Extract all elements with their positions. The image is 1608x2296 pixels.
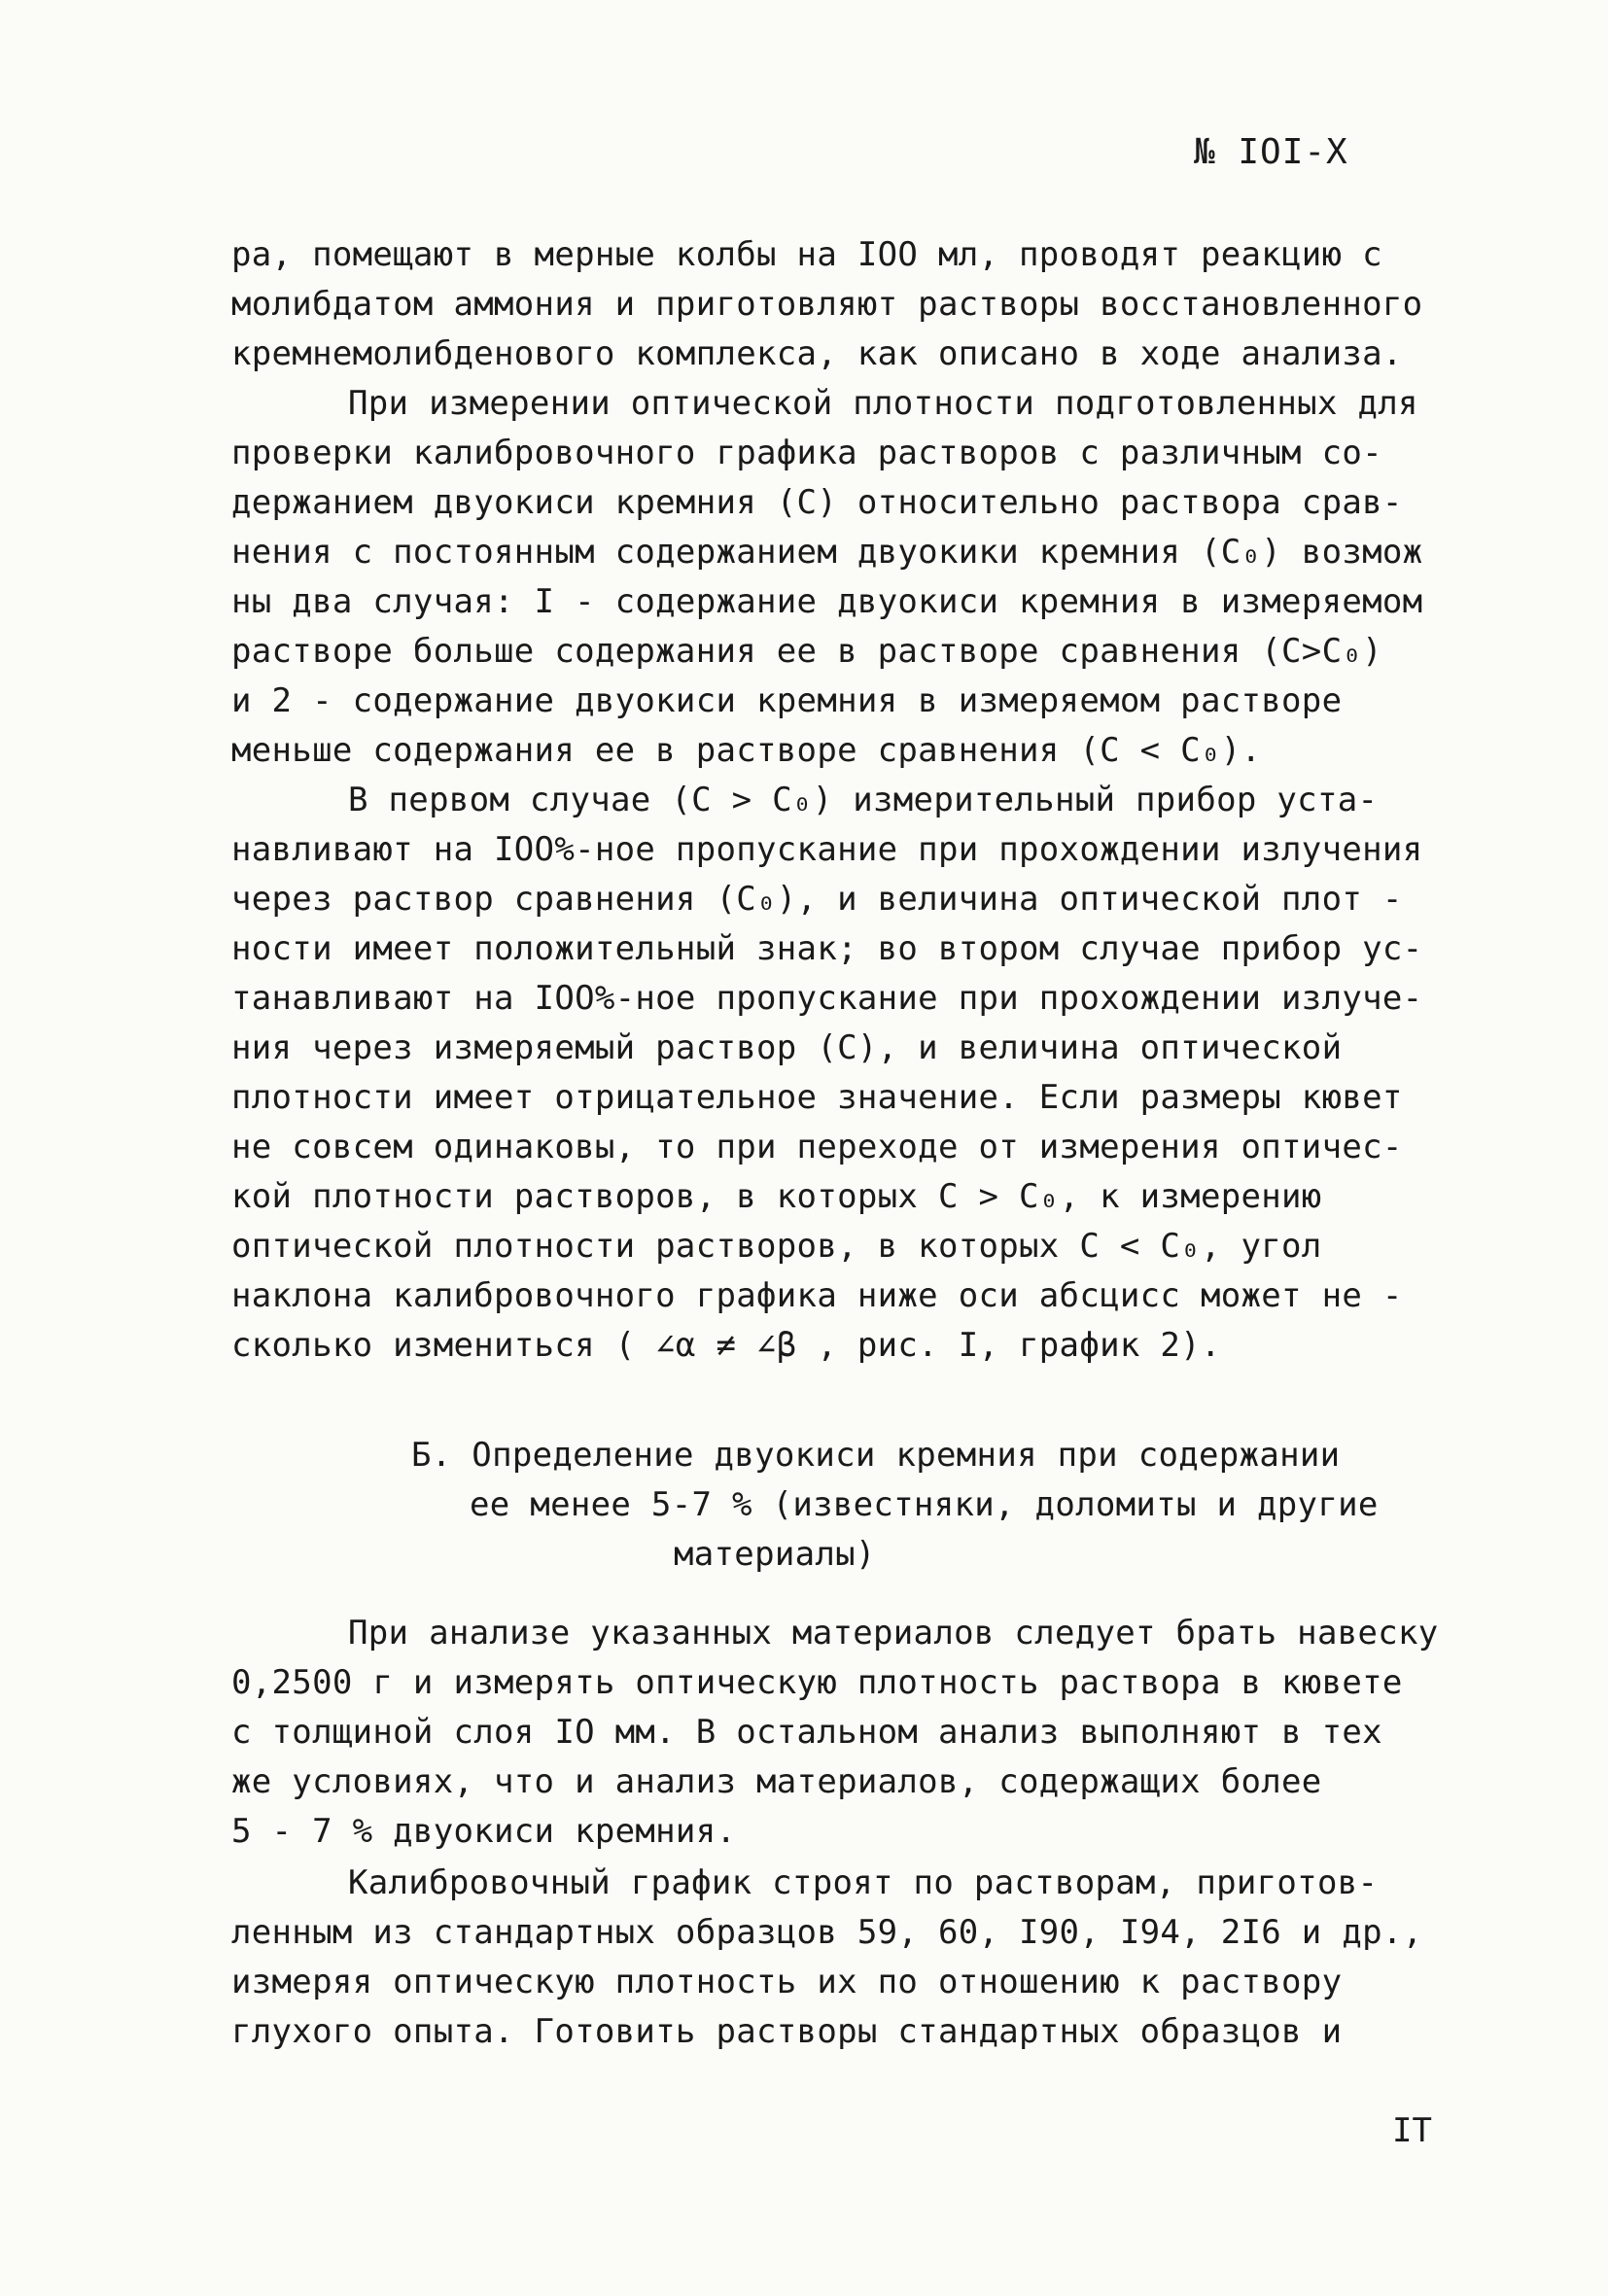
page-number: IT xyxy=(1392,2111,1432,2150)
text-line: меньше содержания ее в растворе сравнения (С < С₀). xyxy=(231,731,1262,770)
text-line: не совсем одинаковы, то при переходе от измерения оптичес- xyxy=(231,1128,1403,1166)
text-line: ности имеет положительный знак; во втором случае прибор ус- xyxy=(231,929,1423,968)
paragraph-4 xyxy=(231,1609,1447,1857)
heading-line: ее менее 5-7 % (известняки, доломиты и другие xyxy=(470,1485,1379,1524)
document-number: № IOI-X xyxy=(1194,132,1348,172)
paragraph-5 xyxy=(231,1859,1447,2057)
text-line: В первом случае (С > С₀) измерительный прибор уста- xyxy=(348,781,1379,819)
text-line: через раствор сравнения (С₀), и величина оптической плот - xyxy=(231,880,1403,919)
text-line: ра, помещают в мерные колбы на IOO мл, проводят реакцию с xyxy=(231,235,1382,274)
text-line: молибдатом аммония и приготовляют растворы восстановленного xyxy=(231,285,1423,324)
text-line: 0,2500 г и измерять оптическую плотность раствора в кювете xyxy=(231,1663,1403,1702)
text-line: ния через измеряемый раствор (С), и величина оптической xyxy=(231,1028,1343,1067)
heading-line: материалы) xyxy=(674,1535,876,1574)
text-line: При измерении оптической плотности подготовленных для xyxy=(348,384,1418,423)
text-line: измеряя оптическую плотность их по отношению к раствору xyxy=(231,1963,1343,2001)
paragraph-2 xyxy=(231,379,1447,776)
text-line: навливают на IOO%-ное пропускание при прохождении излучения xyxy=(231,830,1423,869)
paragraph-3 xyxy=(231,776,1447,1371)
section-heading xyxy=(231,1431,1447,1580)
text-line: глухого опыта. Готовить растворы стандартных образцов и xyxy=(231,2012,1343,2051)
text-line: При анализе указанных материалов следует брать навеску xyxy=(348,1614,1439,1652)
text-line: сколько измениться ( ∠α ≠ ∠β , рис. I, график 2). xyxy=(231,1326,1221,1365)
text-line: кремнемолибденового комплекса, как описано в ходе анализа. xyxy=(231,334,1403,373)
text-line: танавливают на IOO%-ное пропускание при прохождении излуче- xyxy=(231,979,1423,1018)
paragraph-1 xyxy=(231,230,1447,379)
text-line: и 2 - содержание двуокиси кремния в измеряемом растворе xyxy=(231,681,1343,720)
text-line: ленным из стандартных образцов 59, 60, I90, I94, 2I6 и др., xyxy=(231,1913,1423,1952)
text-line: кой плотности растворов, в которых С > С₀, к измерению xyxy=(231,1177,1322,1216)
text-line: с толщиной слоя IO мм. В остальном анализ выполняют в тех xyxy=(231,1713,1382,1752)
text-line: держанием двуокиси кремния (С) относительно раствора срав- xyxy=(231,483,1403,522)
text-line: Калибровочный график строят по растворам, приготов- xyxy=(348,1863,1379,1902)
text-line: наклона калибровочного графика ниже оси абсцисс может не - xyxy=(231,1276,1403,1315)
text-line: оптической плотности растворов, в которых С < С₀, угол xyxy=(231,1227,1322,1266)
text-line: ны два случая: I - содержание двуокиси кремния в измеряемом xyxy=(231,582,1423,621)
text-line: плотности имеет отрицательное значение. Если размеры кювет xyxy=(231,1078,1403,1117)
text-line: же условиях, что и анализ материалов, содержащих более xyxy=(231,1762,1322,1801)
text-line: проверки калибровочного графика растворов с различным со- xyxy=(231,434,1382,472)
heading-line: Б. Определение двуокиси кремния при содержании xyxy=(411,1436,1341,1475)
text-line: нения с постоянным содержанием двуокики кремния (С₀) возмож xyxy=(231,533,1423,572)
text-line: 5 - 7 % двуокиси кремния. xyxy=(231,1812,737,1851)
text-line: растворе больше содержания ее в растворе сравнения (С>С₀) xyxy=(231,632,1382,671)
